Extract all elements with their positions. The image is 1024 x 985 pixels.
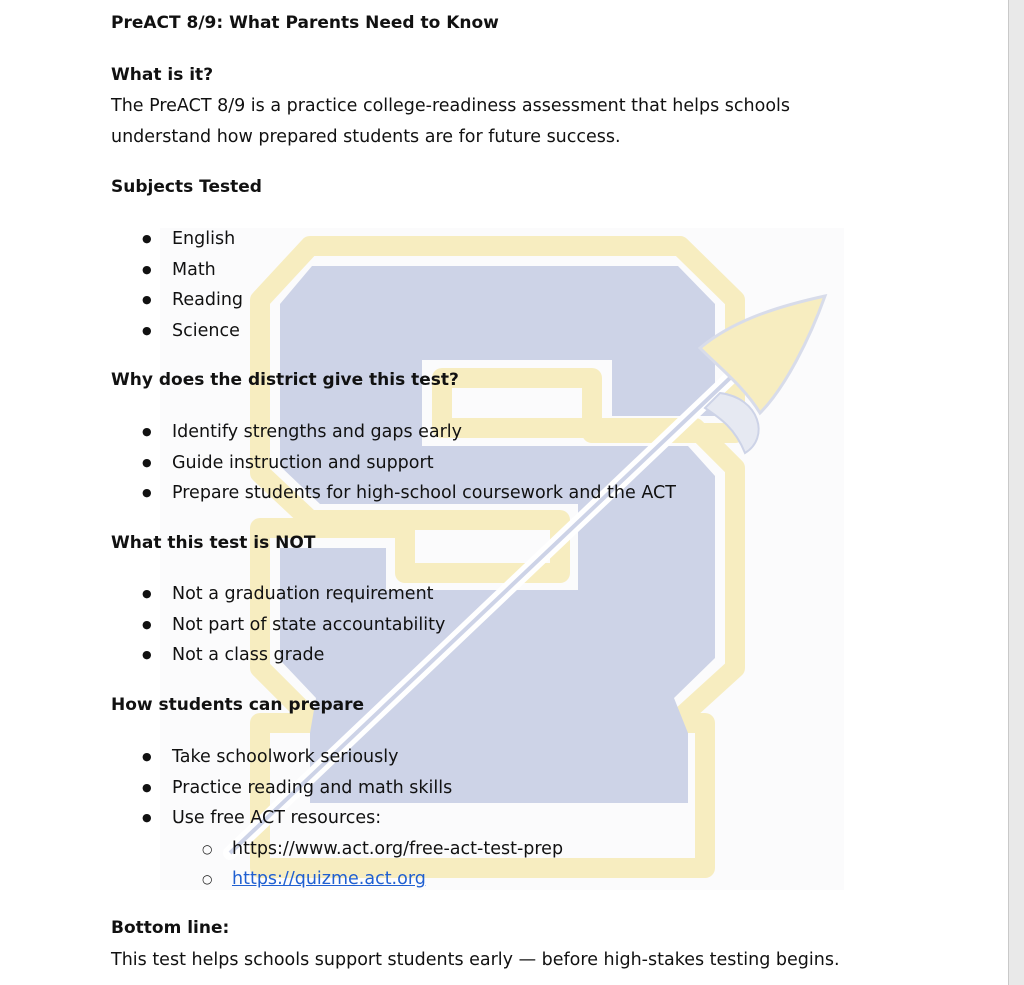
intro-line-1: The PreACT 8/9 is a practice college-readiness assessment that helps schools — [111, 96, 791, 116]
subjects-list — [111, 224, 243, 346]
bottom-line-text: This test helps schools support students early — before high-stakes testing begins. — [111, 950, 840, 970]
list-item: ● Reading — [111, 285, 243, 316]
page-edge — [1008, 0, 1024, 985]
list-item: ● Not a class grade — [111, 640, 445, 671]
quizme-link[interactable]: https://quizme.act.org — [232, 869, 426, 889]
page-title: PreACT 8/9: What Parents Need to Know — [111, 13, 499, 33]
list-item: ● Take schoolwork seriously — [111, 742, 563, 773]
resource-item-quizme — [111, 864, 563, 895]
section-heading-subjects: Subjects Tested — [111, 177, 262, 197]
list-item: ● Science — [111, 316, 243, 347]
resource-item-act-test-prep: ○ https://www.act.org/free-act-test-prep — [111, 834, 563, 865]
prepare-list — [111, 742, 563, 895]
list-item: ● Use free ACT resources: — [111, 803, 563, 834]
section-heading-why: Why does the district give this test? — [111, 370, 459, 390]
not-list — [111, 579, 445, 671]
intro-line-2: understand how prepared students are for future success. — [111, 127, 621, 147]
list-item: ● Not a graduation requirement — [111, 579, 445, 610]
list-item: ● Guide instruction and support — [111, 448, 676, 479]
list-item: ● Not part of state accountability — [111, 610, 445, 641]
section-heading-what-is-it: What is it? — [111, 65, 214, 85]
list-item: ● Identify strengths and gaps early — [111, 417, 676, 448]
list-item: ● Prepare students for high-school coursework and the ACT — [111, 478, 676, 509]
section-heading-prepare: How students can prepare — [111, 695, 365, 715]
list-item: ● Math — [111, 255, 243, 286]
section-heading-bottom-line: Bottom line: — [111, 918, 230, 938]
why-list — [111, 417, 676, 509]
list-item: ● English — [111, 224, 243, 255]
section-heading-not: What this test is NOT — [111, 533, 316, 553]
list-item: ● Practice reading and math skills — [111, 773, 563, 804]
